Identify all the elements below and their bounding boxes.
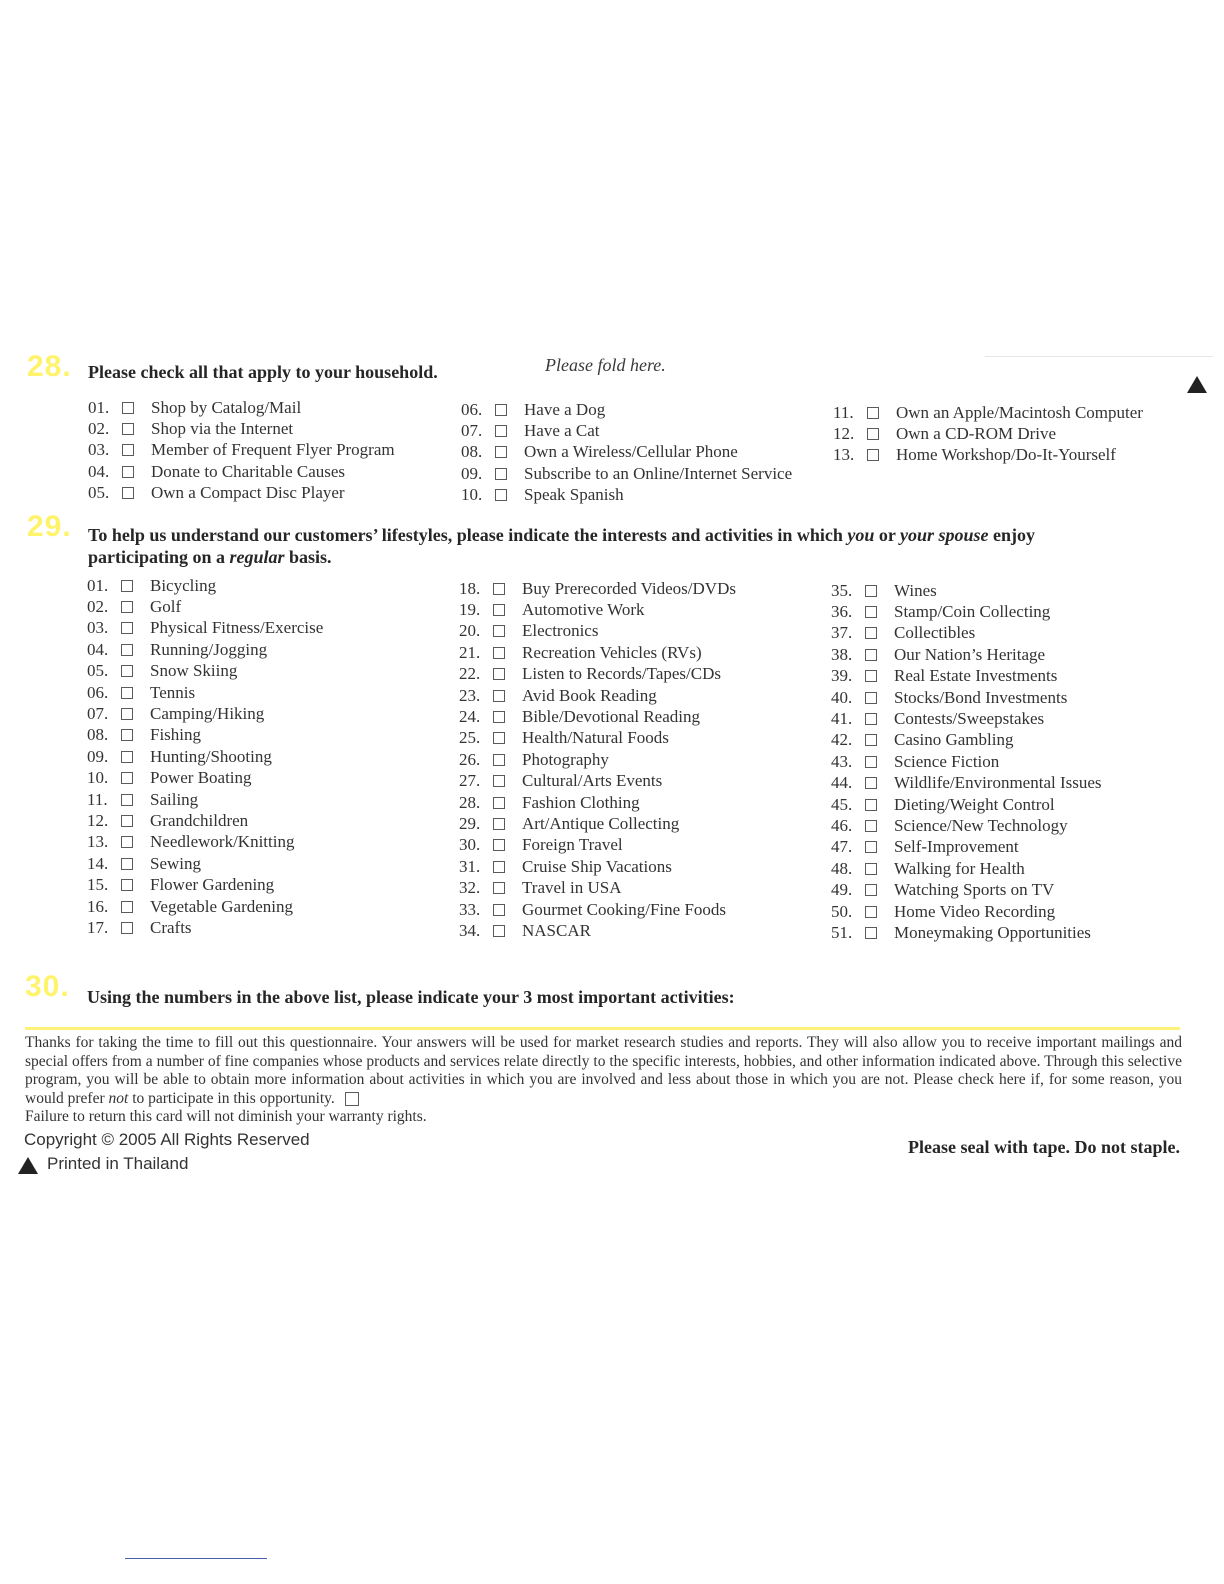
checkbox-item[interactable]: [87, 682, 323, 703]
checkbox[interactable]: [865, 906, 877, 918]
item-label: Snow Skiing: [150, 661, 238, 681]
checkbox-item[interactable]: [87, 703, 323, 724]
item-label: Home Video Recording: [894, 901, 1056, 921]
item-number: 06.: [461, 399, 483, 419]
item-number: 50.: [831, 901, 853, 921]
checkbox-item[interactable]: [459, 642, 736, 663]
checkbox-item[interactable]: [831, 858, 1102, 879]
checkbox[interactable]: [122, 487, 134, 499]
checkbox[interactable]: [122, 423, 134, 435]
checkbox[interactable]: [865, 670, 877, 682]
item-label: Camping/Hiking: [150, 704, 265, 724]
checkbox[interactable]: [121, 622, 133, 634]
item-number: 13.: [833, 445, 855, 465]
checkbox-item[interactable]: [87, 810, 323, 831]
checkbox-item[interactable]: [831, 601, 1102, 622]
question-30-number: 30.: [25, 970, 70, 1003]
item-number: 09.: [87, 746, 109, 766]
item-label: Travel in USA: [522, 878, 622, 898]
checkbox[interactable]: [493, 797, 505, 809]
item-number: 03.: [87, 618, 109, 638]
item-number: 13.: [87, 832, 109, 852]
item-label: Own a Compact Disc Player: [151, 482, 345, 502]
checkbox[interactable]: [493, 583, 505, 595]
item-number: 07.: [87, 704, 109, 724]
item-number: 41.: [831, 709, 853, 729]
checkbox[interactable]: [495, 425, 507, 437]
bottom-line: [125, 1558, 267, 1559]
opt-out-checkbox[interactable]: [345, 1092, 359, 1106]
item-label: Needlework/Knitting: [150, 832, 295, 852]
checkbox[interactable]: [865, 841, 877, 853]
checkbox[interactable]: [121, 901, 133, 913]
item-number: 04.: [87, 639, 109, 659]
checkbox[interactable]: [495, 489, 507, 501]
checkbox-item[interactable]: [459, 749, 736, 770]
checkbox[interactable]: [865, 884, 877, 896]
checkbox[interactable]: [121, 580, 133, 592]
item-label: Subscribe to an Online/Internet Service: [524, 463, 793, 483]
item-number: 42.: [831, 730, 853, 750]
item-number: 02.: [87, 597, 109, 617]
checkbox-item[interactable]: [831, 666, 1102, 687]
checkbox[interactable]: [121, 729, 133, 741]
item-label: Shop via the Internet: [151, 418, 294, 438]
item-number: 17.: [87, 917, 109, 937]
q29-prompt-text-1: To help us understand our customers’ lifestyles, please indicate the interests and activities in which: [88, 525, 848, 545]
item-number: 22.: [459, 664, 481, 684]
question-30-prompt: Using the numbers in the above list, please indicate your 3 most important activities:: [87, 987, 735, 1007]
checkbox[interactable]: [121, 772, 133, 784]
checkbox[interactable]: [867, 428, 879, 440]
checkbox-item[interactable]: [88, 482, 395, 503]
checkbox[interactable]: [493, 818, 505, 830]
thanks-not: not: [108, 1089, 129, 1107]
checkbox[interactable]: [865, 820, 877, 832]
thanks-text-2: to participate in this opportunity.: [128, 1089, 335, 1107]
checkbox-item[interactable]: [831, 730, 1102, 751]
checkbox-item[interactable]: [459, 835, 736, 856]
item-label: Grandchildren: [150, 810, 249, 830]
item-label: Cruise Ship Vacations: [522, 856, 672, 876]
item-number: 23.: [459, 685, 481, 705]
item-label: Member of Frequent Flyer Program: [151, 440, 395, 460]
checkbox[interactable]: [865, 627, 877, 639]
item-number: 30.: [459, 835, 481, 855]
checkbox-item[interactable]: [459, 706, 736, 727]
checkbox[interactable]: [493, 668, 505, 680]
item-label: Vegetable Gardening: [150, 896, 294, 916]
checkbox[interactable]: [493, 690, 505, 702]
checkbox[interactable]: [495, 446, 507, 458]
checkbox[interactable]: [865, 927, 877, 939]
question-29-number: 29.: [27, 510, 72, 543]
item-label: Sewing: [150, 853, 201, 873]
checkbox-item[interactable]: [459, 621, 736, 642]
item-label: Gourmet Cooking/Fine Foods: [522, 899, 727, 919]
checkbox-item[interactable]: [831, 794, 1102, 815]
item-number: 01.: [87, 575, 109, 595]
checkbox[interactable]: [493, 647, 505, 659]
item-number: 36.: [831, 602, 853, 622]
checkbox-item[interactable]: [459, 899, 736, 920]
item-label: Photography: [522, 749, 609, 769]
item-label: Flower Gardening: [150, 875, 275, 895]
item-label: Casino Gambling: [894, 730, 1014, 750]
q29-prompt-text-2: enjoy participating on a: [88, 525, 1036, 567]
checkbox[interactable]: [865, 777, 877, 789]
checkbox[interactable]: [865, 863, 877, 875]
item-number: 01.: [88, 397, 110, 417]
checkbox-item[interactable]: [461, 463, 792, 484]
item-label: Science Fiction: [894, 751, 1000, 771]
checkbox[interactable]: [865, 799, 877, 811]
question-29-prompt: [88, 524, 1118, 568]
checkbox[interactable]: [865, 649, 877, 661]
checkbox[interactable]: [122, 466, 134, 478]
checkbox[interactable]: [867, 407, 879, 419]
checkbox-item[interactable]: [831, 901, 1102, 922]
item-number: 11.: [87, 789, 108, 809]
checkbox[interactable]: [495, 404, 507, 416]
q29-prompt-regular: regular: [229, 547, 285, 567]
checkbox[interactable]: [121, 879, 133, 891]
item-label: Science/New Technology: [894, 815, 1068, 835]
checkbox-item[interactable]: [87, 768, 323, 789]
checkbox-item[interactable]: [459, 856, 736, 877]
checkbox-item[interactable]: [459, 728, 736, 749]
up-arrow-icon: [1187, 376, 1207, 393]
item-number: 51.: [831, 922, 853, 942]
checkbox-item[interactable]: [459, 813, 736, 834]
checkbox-item[interactable]: [87, 618, 323, 639]
checkbox[interactable]: [493, 925, 505, 937]
item-label: Collectibles: [894, 623, 976, 643]
checkbox-item[interactable]: [833, 445, 1143, 466]
item-label: Our Nation’s Heritage: [894, 644, 1046, 664]
item-number: 19.: [459, 600, 481, 620]
checkbox[interactable]: [122, 402, 134, 414]
checkbox-item[interactable]: [831, 773, 1102, 794]
item-number: 18.: [459, 578, 481, 598]
item-number: 33.: [459, 899, 481, 919]
item-label: Physical Fitness/Exercise: [150, 618, 324, 638]
item-number: 16.: [87, 896, 109, 916]
item-number: 35.: [831, 580, 853, 600]
checkbox-item[interactable]: [831, 623, 1102, 644]
checkbox[interactable]: [121, 601, 133, 613]
item-number: 29.: [459, 813, 481, 833]
checkbox-item[interactable]: [87, 853, 323, 874]
checkbox[interactable]: [865, 585, 877, 597]
item-number: 39.: [831, 666, 853, 686]
checkbox[interactable]: [867, 449, 879, 461]
item-label: Power Boating: [150, 768, 252, 788]
checkbox[interactable]: [865, 692, 877, 704]
item-label: Automotive Work: [522, 600, 645, 620]
question-28-prompt: Please check all that apply to your household.: [88, 362, 438, 382]
item-number: 05.: [88, 482, 110, 502]
item-number: 15.: [87, 875, 109, 895]
checkbox-item[interactable]: [831, 708, 1102, 729]
item-number: 34.: [459, 920, 481, 940]
checkbox[interactable]: [121, 922, 133, 934]
checkbox-item[interactable]: [88, 397, 395, 418]
checkbox-item[interactable]: [87, 746, 323, 767]
q29-column-2: [459, 578, 736, 942]
checkbox-item[interactable]: [459, 599, 736, 620]
item-number: 31.: [459, 856, 481, 876]
checkbox-item[interactable]: [87, 575, 323, 596]
checkbox-item[interactable]: [461, 442, 792, 463]
item-number: 02.: [88, 418, 110, 438]
item-label: Stamp/Coin Collecting: [894, 602, 1051, 622]
item-label: Watching Sports on TV: [894, 880, 1055, 900]
checkbox-item[interactable]: [88, 461, 395, 482]
checkbox[interactable]: [493, 754, 505, 766]
item-number: 43.: [831, 751, 853, 771]
checkbox-item[interactable]: [833, 423, 1143, 444]
checkbox-item[interactable]: [831, 879, 1102, 900]
item-label: Wildlife/Environmental Issues: [894, 773, 1102, 793]
checkbox-item[interactable]: [87, 832, 323, 853]
checkbox[interactable]: [121, 687, 133, 699]
checkbox[interactable]: [865, 713, 877, 725]
item-label: NASCAR: [522, 920, 591, 940]
item-label: Walking for Health: [894, 858, 1025, 878]
item-label: Running/Jogging: [150, 639, 268, 659]
item-number: 14.: [87, 853, 109, 873]
item-label: Sailing: [150, 789, 199, 809]
item-label: Fashion Clothing: [522, 792, 640, 812]
item-number: 27.: [459, 771, 481, 791]
checkbox[interactable]: [121, 708, 133, 720]
checkbox-item[interactable]: [461, 484, 792, 505]
checkbox[interactable]: [121, 751, 133, 763]
item-label: Buy Prerecorded Videos/DVDs: [522, 578, 736, 598]
item-number: 03.: [88, 440, 110, 460]
item-label: Dieting/Weight Control: [894, 794, 1055, 814]
q29-prompt-text-3: basis.: [284, 547, 332, 567]
checkbox-item[interactable]: [459, 920, 736, 941]
item-number: 46.: [831, 815, 853, 835]
fold-line: [985, 356, 1213, 357]
failure-note: Failure to return this card will not diminish your warranty rights.: [25, 1108, 427, 1125]
item-label: Cultural/Arts Events: [522, 771, 663, 791]
item-number: 08.: [87, 725, 109, 745]
item-number: 09.: [461, 463, 483, 483]
item-number: 04.: [88, 461, 110, 481]
item-label: Crafts: [150, 917, 192, 937]
item-label: Fishing: [150, 725, 202, 745]
item-label: Golf: [150, 597, 182, 617]
question-28-number: 28.: [27, 350, 72, 383]
thanks-paragraph: [25, 1034, 1182, 1127]
item-label: Have a Cat: [524, 420, 600, 440]
item-number: 32.: [459, 878, 481, 898]
printed-in: Printed in Thailand: [47, 1154, 189, 1173]
item-number: 12.: [833, 423, 855, 443]
q29-column-1: [87, 575, 323, 939]
q29-column-3: [831, 580, 1102, 944]
q29-prompt-or: or: [874, 525, 901, 545]
copyright-notice: Copyright © 2005 All Rights Reserved: [24, 1130, 310, 1149]
q29-prompt-spouse: your spouse: [900, 525, 989, 545]
item-label: Home Workshop/Do-It-Yourself: [896, 445, 1116, 465]
checkbox-item[interactable]: [831, 815, 1102, 836]
checkbox[interactable]: [493, 904, 505, 916]
checkbox[interactable]: [493, 861, 505, 873]
checkbox[interactable]: [121, 858, 133, 870]
item-label: Speak Spanish: [524, 484, 624, 504]
checkbox-item[interactable]: [88, 440, 395, 461]
item-number: 08.: [461, 442, 483, 462]
checkbox-item[interactable]: [87, 725, 323, 746]
item-number: 45.: [831, 794, 853, 814]
checkbox-item[interactable]: [831, 751, 1102, 772]
checkbox-item[interactable]: [831, 837, 1102, 858]
checkbox[interactable]: [121, 644, 133, 656]
q28-column-2: [461, 399, 792, 505]
checkbox-item[interactable]: [459, 771, 736, 792]
item-label: Shop by Catalog/Mail: [151, 397, 302, 417]
checkbox-item[interactable]: [833, 402, 1143, 423]
item-label: Moneymaking Opportunities: [894, 922, 1091, 942]
item-label: Foreign Travel: [522, 835, 623, 855]
checkbox[interactable]: [493, 732, 505, 744]
checkbox-item[interactable]: [459, 578, 736, 599]
checkbox-item[interactable]: [87, 596, 323, 617]
checkbox[interactable]: [495, 468, 507, 480]
checkbox[interactable]: [493, 882, 505, 894]
checkbox-item[interactable]: [459, 664, 736, 685]
item-label: Contests/Sweepstakes: [894, 709, 1045, 729]
checkbox-item[interactable]: [87, 661, 323, 682]
item-label: Own a Wireless/Cellular Phone: [524, 442, 738, 462]
item-label: Listen to Records/Tapes/CDs: [522, 664, 722, 684]
checkbox[interactable]: [493, 839, 505, 851]
item-label: Stocks/Bond Investments: [894, 687, 1068, 707]
checkbox[interactable]: [865, 734, 877, 746]
checkbox-item[interactable]: [831, 644, 1102, 665]
checkbox-item[interactable]: [459, 792, 736, 813]
item-number: 47.: [831, 837, 853, 857]
checkbox[interactable]: [493, 775, 505, 787]
checkbox-item[interactable]: [87, 896, 323, 917]
item-number: 07.: [461, 420, 483, 440]
q29-prompt-you: you: [847, 525, 875, 545]
checkbox-item[interactable]: [459, 685, 736, 706]
item-label: Tennis: [150, 682, 196, 702]
item-number: 06.: [87, 682, 109, 702]
checkbox-item[interactable]: [87, 917, 323, 938]
item-number: 20.: [459, 621, 481, 641]
item-label: Bible/Devotional Reading: [522, 707, 700, 727]
checkbox[interactable]: [121, 794, 133, 806]
item-label: Have a Dog: [524, 399, 606, 419]
checkbox[interactable]: [121, 665, 133, 677]
checkbox-item[interactable]: [459, 877, 736, 898]
thanks-text-1: Thanks for taking the time to fill out this questionnaire. Your answers will be used for market research studies and reports. They will also allow you to receive important mailings and special offers from a number of fine companies whose products and services relate directly to the specific interests, hobbies, and other information indicated above. Through this selective program, you will be able to obtain more information about activities in which you are involved and less about those in which you are not. Please check here if, for some reason, you would prefer: [25, 1034, 1182, 1107]
checkbox[interactable]: [865, 606, 877, 618]
fold-instruction: Please fold here.: [545, 355, 666, 375]
checkbox[interactable]: [493, 604, 505, 616]
checkbox-item[interactable]: [87, 874, 323, 895]
item-label: Self-Improvement: [894, 837, 1019, 857]
checkbox-item[interactable]: [461, 399, 792, 420]
item-label: Avid Book Reading: [522, 685, 657, 705]
item-label: Electronics: [522, 621, 599, 641]
q28-column-3: [833, 402, 1143, 466]
item-number: 10.: [87, 768, 109, 788]
item-label: Own a CD-ROM Drive: [896, 423, 1057, 443]
item-number: 11.: [833, 402, 854, 422]
item-number: 12.: [87, 810, 109, 830]
checkbox-item[interactable]: [461, 420, 792, 441]
item-number: 37.: [831, 623, 853, 643]
checkbox-item[interactable]: [87, 639, 323, 660]
checkbox-item[interactable]: [88, 418, 395, 439]
item-number: 44.: [831, 773, 853, 793]
checkbox[interactable]: [121, 815, 133, 827]
item-number: 40.: [831, 687, 853, 707]
item-label: Hunting/Shooting: [150, 746, 272, 766]
item-number: 10.: [461, 484, 483, 504]
q28-column-1: [88, 397, 395, 503]
item-label: Own an Apple/Macintosh Computer: [896, 402, 1143, 422]
checkbox[interactable]: [493, 711, 505, 723]
item-label: Art/Antique Collecting: [522, 813, 680, 833]
checkbox[interactable]: [493, 625, 505, 637]
item-number: 49.: [831, 880, 853, 900]
checkbox[interactable]: [121, 836, 133, 848]
triangle-icon: [18, 1157, 38, 1174]
item-number: 24.: [459, 707, 481, 727]
checkbox[interactable]: [865, 756, 877, 768]
item-label: Health/Natural Foods: [522, 728, 669, 748]
item-number: 05.: [87, 661, 109, 681]
item-number: 48.: [831, 858, 853, 878]
checkbox-item[interactable]: [87, 789, 323, 810]
item-label: Wines: [894, 580, 937, 600]
item-number: 21.: [459, 642, 481, 662]
item-label: Real Estate Investments: [894, 666, 1058, 686]
item-number: 38.: [831, 644, 853, 664]
item-number: 25.: [459, 728, 481, 748]
item-number: 26.: [459, 749, 481, 769]
checkbox[interactable]: [122, 444, 134, 456]
item-number: 28.: [459, 792, 481, 812]
item-label: Bicycling: [150, 575, 217, 595]
checkbox-item[interactable]: [831, 687, 1102, 708]
highlight-rule: [25, 1027, 1180, 1030]
item-label: Donate to Charitable Causes: [151, 461, 346, 481]
seal-instruction: Please seal with tape. Do not staple.: [908, 1137, 1180, 1157]
checkbox-item[interactable]: [831, 580, 1102, 601]
item-label: Recreation Vehicles (RVs): [522, 642, 702, 662]
checkbox-item[interactable]: [831, 922, 1102, 943]
